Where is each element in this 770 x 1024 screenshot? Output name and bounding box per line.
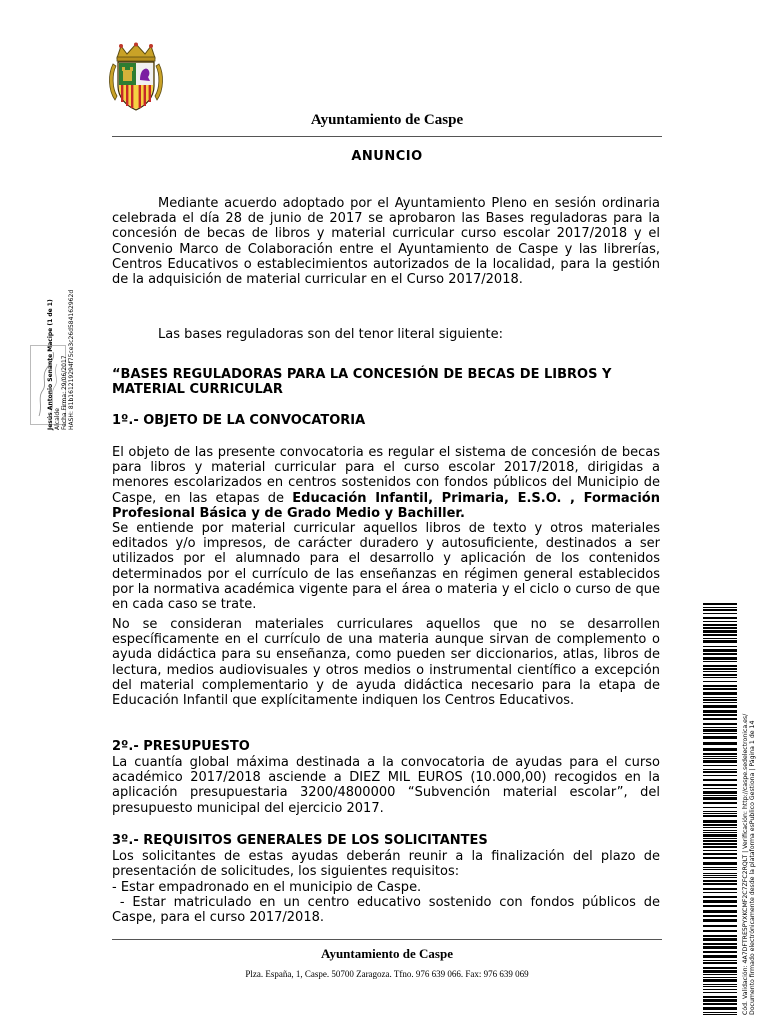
section-1-exclusions: No se consideran materiales curriculares aquellos que no se desarrollen específicamente en el currículo de una materia aunque sirvan de complemento o ayuda didáctica para su enseñanza, como pueden ser diccionarios, atlas, libros de lectura, medios audiovisuales y otros medios o instrumental científico a excepción del material complementario y de ayuda didáctica necesario para la etapa de Educación Infantil que explícitamente indiquen los Centros Educativos. — [112, 617, 660, 709]
electronic-signature-note: Documento firmado electrónicamente desde la plataforma esPublico Gestiona | Página 1 de 14 — [749, 720, 756, 1015]
section-3-item-1: - Estar empadronado en el municipio de Caspe. — [112, 880, 422, 895]
section-1-definition: Se entiende por material curricular aquellos libros de texto y otros materiales editados y/o impresos, de carácter duradero y autosuficiente, destinados a ser utilizados por el alumnado para el desarrollo y aplicación de los contenidos determinados por el currículo de las enseñanzas en régimen general establecidos por la normativa académica vigente para el área o materia y el ciclo o curso de que en cada caso se trate. — [112, 521, 660, 613]
section-3-title: 3º.- REQUISITOS GENERALES DE LOS SOLICITANTES — [112, 833, 488, 848]
signature-block — [47, 290, 75, 430]
validation-barcode — [703, 603, 737, 1015]
footer-divider — [112, 939, 662, 940]
coat-of-arms-logo — [107, 42, 165, 112]
intro-paragraph: Mediante acuerdo adoptado por el Ayuntamiento Pleno en sesión ordinaria celebrada el día 28 de junio de 2017 se aprobaron las Bases reguladoras para la concesión de becas de libros y material curricular curso escolar 2017/2018 y el Convenio Marco de Colaboración entre el Ayuntamiento de Caspe y las librerías, Centros Educativos o establecimientos autorizados de la localidad, para la gestión de la adquisición de material curricular en el Curso 2017/2018. — [112, 196, 660, 288]
validation-code: Cód. Validación: 4A7DFTRE5PYXKCMF2C7ZFC2RQLT | Verificación: http://caspe.sedelectronica.es/ — [742, 713, 749, 1015]
signer-name: Jesús Antonio Senante Macipe (1 de 1) — [47, 299, 54, 430]
section-1-paragraph — [112, 445, 660, 521]
section-1-stages: Educación Infantil, Primaria, E.S.O. , Formación Profesional Básica y de Grado Medio y Bachiller. — [112, 490, 660, 521]
header-divider — [112, 136, 662, 137]
section-2-paragraph: La cuantía global máxima destinada a la convocatoria de ayudas para el curso académico 2017/2018 asciende a DIEZ MIL EUROS (10.000,00) recogidos en la aplicación presupuestaria 3200/4800000 “Subvención material escolar”, del presupuesto municipal del ejercicio 2017. — [112, 755, 660, 816]
document-heading: ANUNCIO — [351, 149, 423, 164]
section-3-item-2: - Estar matriculado en un centro educativo sostenido con fondos públicos de Caspe, para el curso 2017/2018. — [112, 895, 665, 926]
signature-date: Fecha Firma: 29/06/2017 — [61, 355, 68, 430]
footer-address: Plza. España, 1, Caspe. 50700 Zaragoza. Tfno. 976 639 066. Fax: 976 639 069 — [245, 969, 529, 979]
footer-title: Ayuntamiento de Caspe — [321, 946, 453, 961]
section-1-text: El objeto de las presente convocatoria es regular el sistema de concesión de becas para libros y material curricular para el curso escolar 2017/2018, dirigidas a menores escolarizados en centros sostenidos con fondos públicos del Municipio de Caspe, en las etapas de — [112, 445, 660, 506]
signer-role: Alcalde — [54, 408, 61, 430]
section-3-paragraph: Los solicitantes de estas ayudas deberán reunir a la finalización del plazo de presentación de solicitudes, los siguientes requisitos: — [112, 849, 660, 880]
header-title: Ayuntamiento de Caspe — [310, 112, 464, 128]
bases-title: “BASES REGULADORAS PARA LA CONCESIÓN DE BECAS DE LIBROS Y MATERIAL CURRICULAR — [112, 367, 612, 398]
section-1-title: 1º.- OBJETO DE LA CONVOCATORIA — [112, 413, 366, 428]
signature-hash: HASH: 81b161219294f75ce3c26d584162962d — [68, 289, 75, 430]
section-2-title: 2º.- PRESUPUESTO — [112, 739, 250, 754]
validation-info — [742, 714, 756, 1015]
bases-intro-line: Las bases reguladoras son del tenor literal siguiente: — [158, 327, 503, 342]
